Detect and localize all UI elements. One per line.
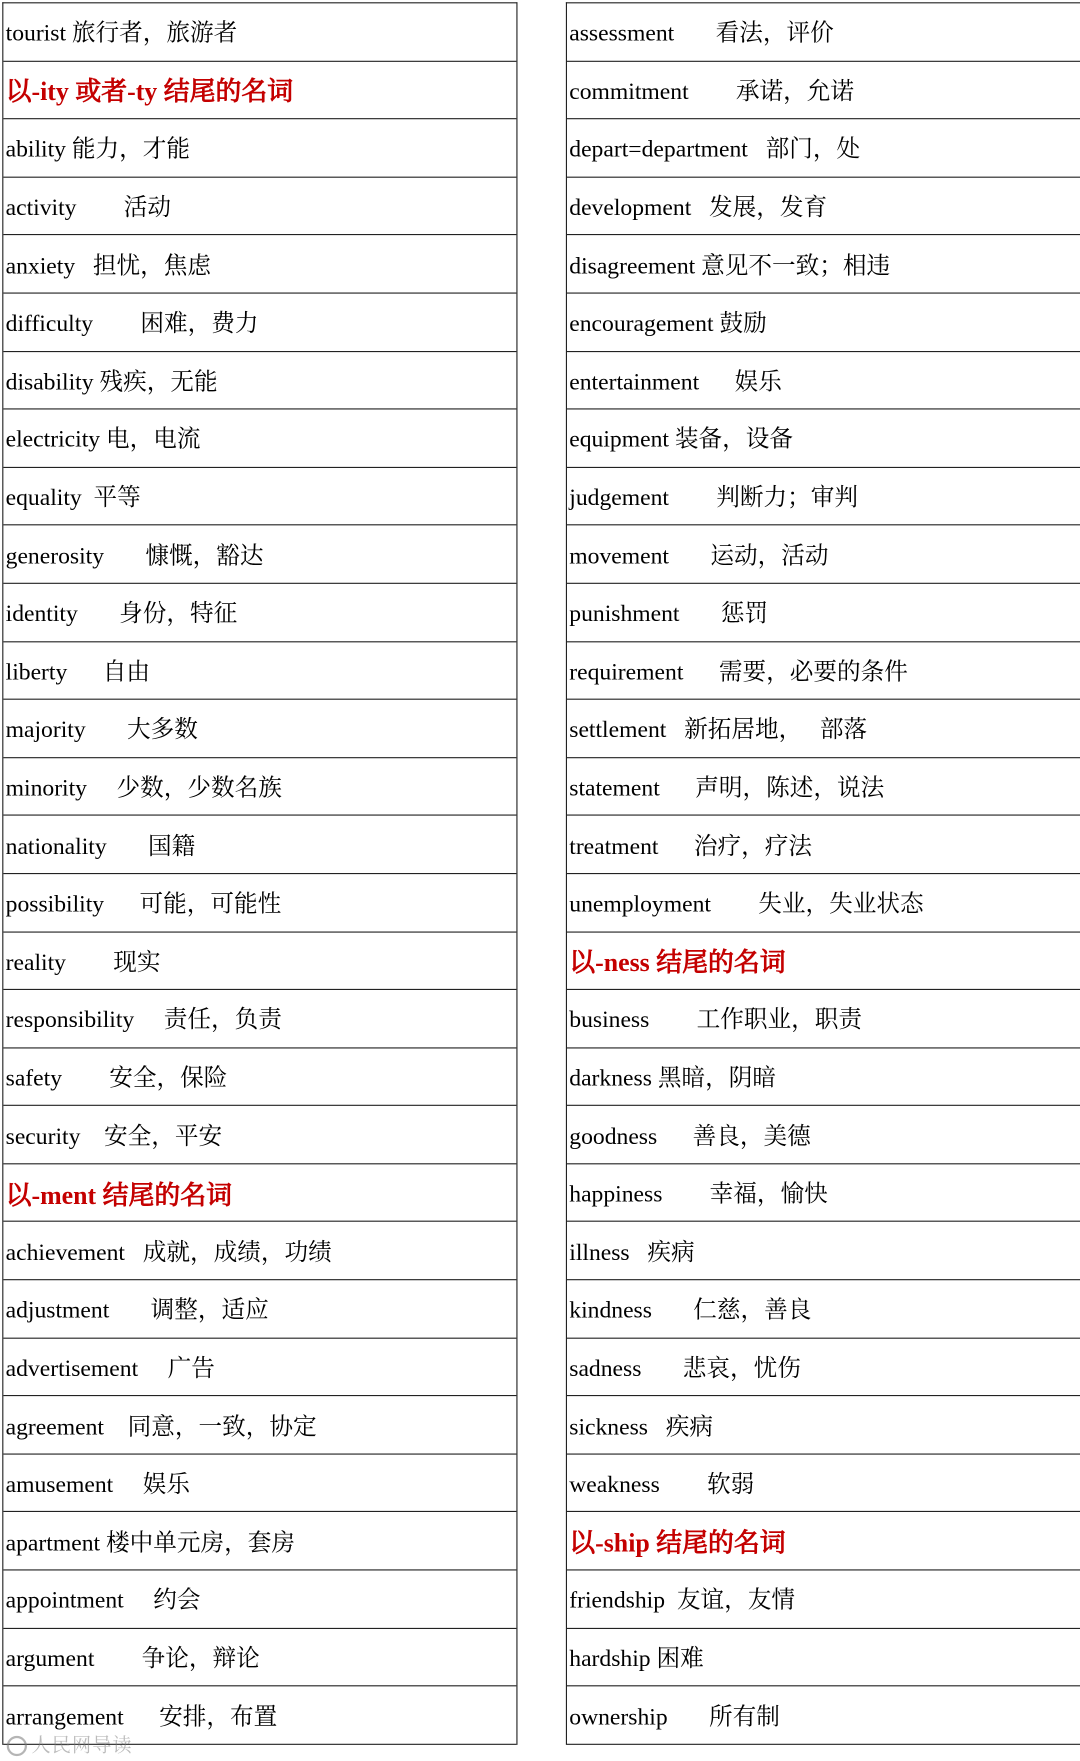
vocab-row: business 工作职业，职责 — [567, 990, 1080, 1048]
vocab-row: achievement 成就，成绩，功绩 — [3, 1222, 516, 1280]
vocab-row: ability 能力，才能 — [3, 119, 516, 177]
vocab-row: depart=department 部门，处 — [567, 119, 1080, 177]
watermark — [7, 1729, 133, 1757]
vocab-row: sadness 悲哀，忧伤 — [567, 1338, 1080, 1396]
watermark-text: 人民网导读 — [31, 1734, 133, 1758]
vocab-row: darkness 黑暗，阴暗 — [567, 1048, 1080, 1106]
vocab-row: development 发展，发育 — [567, 178, 1080, 236]
vocab-row: kindness 仁慈，善良 — [567, 1280, 1080, 1338]
vocab-row: weakness 软弱 — [567, 1454, 1080, 1512]
vocab-row: possibility 可能，可能性 — [3, 874, 516, 932]
section-heading: 以-ity 或者-ty 结尾的名词 — [3, 61, 516, 119]
vocab-row: encouragement 鼓励 — [567, 294, 1080, 352]
section-heading: 以-ness 结尾的名词 — [567, 932, 1080, 990]
vocab-row: punishment 惩罚 — [567, 584, 1080, 642]
vocab-row: requirement 需要，必要的条件 — [567, 642, 1080, 700]
vocab-row: unemployment 失业，失业状态 — [567, 874, 1080, 932]
vocab-row: illness 疾病 — [567, 1222, 1080, 1280]
vocab-row: commitment 承诺，允诺 — [567, 61, 1080, 119]
vocab-row: argument 争论，辩论 — [3, 1629, 516, 1687]
vocab-row: disability 残疾，无能 — [3, 352, 516, 410]
section-heading: 以-ment 结尾的名词 — [3, 1164, 516, 1222]
vocab-row: adjustment 调整，适应 — [3, 1280, 516, 1338]
vocab-row: identity 身份，特征 — [3, 584, 516, 642]
vocab-row: sickness 疾病 — [567, 1396, 1080, 1454]
vocab-row: treatment 治疗，疗法 — [567, 816, 1080, 874]
vocab-row: judgement 判断力；审判 — [567, 468, 1080, 526]
vocab-row: equipment 装备，设备 — [567, 410, 1080, 468]
vocab-row: movement 运动，活动 — [567, 526, 1080, 584]
vocab-row: reality 现实 — [3, 932, 516, 990]
vocab-row: anxiety 担忧，焦虑 — [3, 236, 516, 294]
vocab-row: hardship 困难 — [567, 1629, 1080, 1687]
vocab-row: tourist 旅行者，旅游者 — [3, 3, 516, 61]
vocab-row: friendship 友谊，友情 — [567, 1571, 1080, 1629]
vocab-row: happiness 幸福，愉快 — [567, 1164, 1080, 1222]
logo-circle-icon — [7, 1736, 27, 1756]
vocab-row: disagreement 意见不一致；相违 — [567, 236, 1080, 294]
vocab-row: ownership 所有制 — [567, 1687, 1080, 1745]
vocab-row: minority 少数，少数名族 — [3, 758, 516, 816]
vocab-row: advertisement 广告 — [3, 1338, 516, 1396]
vocab-row: agreement 同意，一致，协定 — [3, 1396, 516, 1454]
vocab-row: generosity 慷慨，豁达 — [3, 526, 516, 584]
vocab-row: majority 大多数 — [3, 700, 516, 758]
vocab-row: activity 活动 — [3, 178, 516, 236]
vocab-row: entertainment 娱乐 — [567, 352, 1080, 410]
vocab-row: goodness 善良，美德 — [567, 1106, 1080, 1164]
vocab-row: security 安全，平安 — [3, 1106, 516, 1164]
vocab-row: statement 声明，陈述，说法 — [567, 758, 1080, 816]
left-vocab-column — [2, 2, 517, 1744]
vocab-row: settlement 新拓居地， 部落 — [567, 700, 1080, 758]
vocab-row: equality 平等 — [3, 468, 516, 526]
right-vocab-column — [566, 2, 1080, 1744]
vocab-row: arrangement 安排，布置 — [3, 1687, 516, 1745]
vocab-row: difficulty 困难，费力 — [3, 294, 516, 352]
vocab-row: appointment 约会 — [3, 1571, 516, 1629]
vocab-row: apartment 楼中单元房，套房 — [3, 1512, 516, 1570]
vocab-row: responsibility 责任，负责 — [3, 990, 516, 1048]
vocab-row: assessment 看法，评价 — [567, 3, 1080, 61]
vocab-row: liberty 自由 — [3, 642, 516, 700]
vocab-row: amusement 娱乐 — [3, 1454, 516, 1512]
section-heading: 以-ship 结尾的名词 — [567, 1512, 1080, 1570]
vocab-row: electricity 电，电流 — [3, 410, 516, 468]
vocab-row: safety 安全，保险 — [3, 1048, 516, 1106]
vocab-row: nationality 国籍 — [3, 816, 516, 874]
